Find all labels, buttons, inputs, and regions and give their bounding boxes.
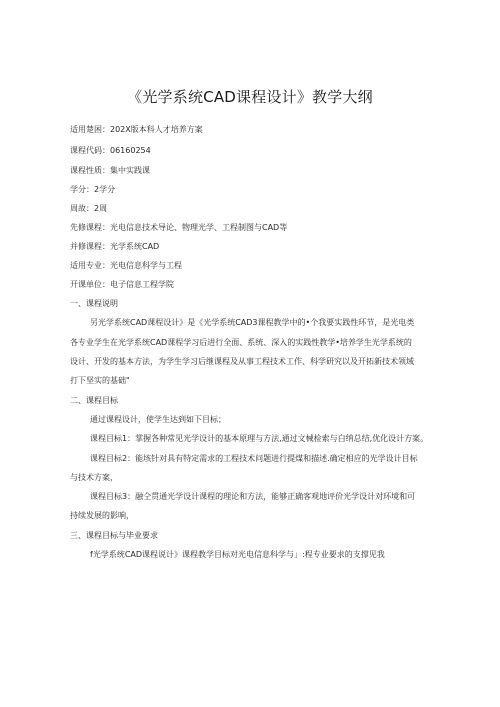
paragraph-line: 通过课程设计，使学生达到如下目标； [90, 415, 226, 424]
meta-line-unit [70, 280, 174, 290]
meta-label: 适用专业： [70, 261, 110, 270]
paragraph-line: 设计、开发的基本方法，为学生学习后继课程及从事工程技术工作、科学研究以及开拓新技术领域 [70, 357, 414, 366]
meta-value: 202X版本科人才培养方案 [110, 125, 203, 134]
paragraph-line: 持续发展的影响， [70, 511, 134, 520]
meta-line-code [70, 146, 151, 156]
paragraph-line: 各专业学生在光学系统CAD课程学习后进行全面、系统、深入的实践性教学•培养学生光学系统的 [70, 338, 412, 347]
meta-line-concurrent [70, 242, 159, 252]
meta-line-weeks [70, 204, 107, 214]
paragraph-line: 另光学系统CAD课程设计》是《光学系统CAD3课程教学中的•个我要实践性环节，是光电类 [90, 318, 415, 327]
meta-label: 先修课程： [70, 223, 110, 232]
meta-line-scheme [70, 125, 203, 135]
meta-value: 电子信息工程学院 [110, 280, 174, 289]
paragraph-line: f光学系统CAD课程说计》课程教学目标对光电信息科学与」:程专业要求的支撑见我 [90, 550, 385, 559]
meta-value: 光电信息科学与工程 [110, 261, 182, 270]
paragraph-line: 课程目标2：能垓针对具有特定需求的工程技术问题进行提煤和描述.确定相应的光学设计目标 [90, 454, 418, 463]
meta-label: 并修课程： [70, 242, 110, 251]
section-heading-objectives: 二、课程目标 [70, 396, 118, 405]
paragraph-line: 课程目标3：融仝贯通光学设计课程的理论和方法，能够正确客观地评价光学设计对环境和可 [90, 492, 416, 501]
meta-label: 课程性质： [70, 166, 110, 175]
section-heading-graduation-requirements: 三、课程目标与毕业要求 [70, 531, 158, 540]
meta-label: 适用楚困： [70, 125, 110, 134]
meta-label: 学分： [70, 185, 94, 194]
meta-value: 光电信息技术导论、物理光学、工程制图与CAD等 [110, 223, 288, 232]
meta-line-major [70, 261, 182, 271]
meta-label: 周故： [70, 204, 94, 213]
meta-value: 2周 [94, 204, 108, 213]
meta-label: 课程代码： [70, 146, 110, 155]
paragraph-line: 课程目标1：掌握各种常见光学设计的基本原理与方法,通过文械检索与白纳总结,优化设计方案。 [90, 434, 429, 443]
meta-value: 光学系统CAD [110, 242, 160, 251]
paragraph-line: 与技术方案， [70, 473, 118, 482]
meta-value: 06160254 [110, 146, 151, 155]
section-heading-description: 一、课程说明 [70, 299, 118, 308]
meta-line-prereq [70, 223, 287, 233]
meta-value: 集中实践课 [110, 166, 150, 175]
document-title: 《光学系统CAD课程设计》教学大纲 [127, 88, 373, 106]
meta-line-credits [70, 185, 115, 195]
meta-line-nature [70, 166, 150, 176]
meta-label: 开课单位： [70, 280, 110, 289]
meta-value: 2学分 [94, 185, 116, 194]
paragraph-line: 打下坚实的基础" [70, 376, 130, 385]
